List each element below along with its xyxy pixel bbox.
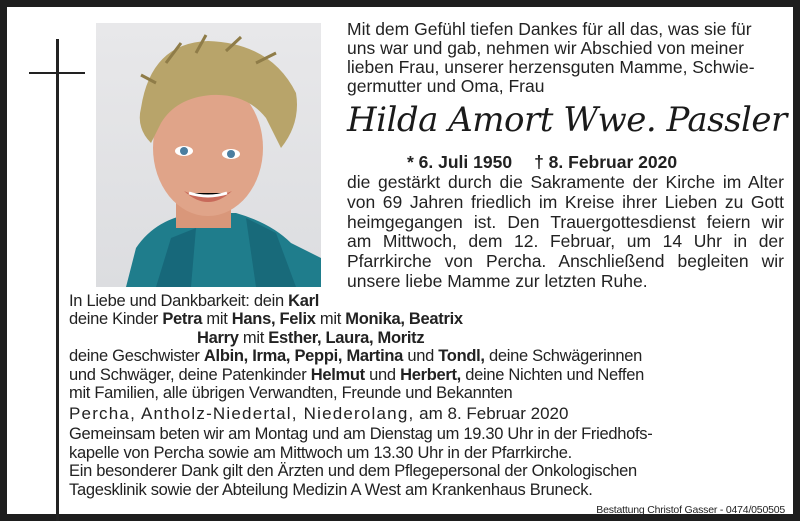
text: mit	[238, 328, 269, 347]
text: In Liebe und Dankbarkeit: dein	[69, 292, 289, 310]
text: mit	[315, 310, 346, 329]
family-line	[69, 329, 789, 347]
obituary-notice	[7, 7, 793, 514]
body-line: unsere liebe Mamme zur letzten Ruhe.	[347, 270, 648, 291]
closing-line: Ein besonderer Dank gilt den Ärzten und dem Pflegepersonal der Onkologischen	[69, 462, 637, 480]
undertaker-credit: Bestattung Christof Gasser - 0474/050505	[596, 504, 785, 516]
closing-line: kapelle von Percha sowie am Mittwoch um 13.30 Uhr in der Pfarrkirche.	[69, 443, 572, 462]
portrait-photo	[96, 23, 321, 287]
text: und	[403, 347, 439, 366]
body-line: von 69 Jahren friedlich im Kreise ihrer Lieben zu Gott	[347, 191, 784, 212]
place-locations: Percha, Antholz-Niedertal, Niederolang,	[69, 404, 415, 423]
family-line	[69, 366, 789, 384]
closing-text	[69, 425, 789, 499]
family-line	[69, 384, 789, 402]
text: deine Schwägerinnen	[484, 347, 642, 366]
name: Tondl,	[438, 347, 485, 366]
family-line	[69, 347, 789, 365]
text: und Schwäger, deine Patenkinder	[69, 365, 311, 384]
name: Monika, Beatrix	[345, 310, 463, 329]
name: Albin, Irma, Peppi, Martina	[203, 347, 404, 366]
cross-icon-bar	[29, 72, 85, 74]
name: Helmut	[310, 365, 365, 384]
text: deine Geschwister	[69, 347, 204, 366]
name: Harry	[197, 328, 239, 347]
intro-line: Mit dem Gefühl tiefen Dankes für all das, was sie für	[347, 19, 752, 39]
death-date: † 8. Februar 2020	[534, 152, 678, 172]
life-dates	[407, 152, 677, 172]
intro-line: uns war und gab, nehmen wir Abschied von meiner	[347, 38, 744, 58]
name: Herbert,	[400, 365, 461, 384]
family-list	[69, 292, 789, 402]
cross-icon	[56, 39, 59, 521]
name: Karl	[288, 292, 320, 310]
text: deine Nichten und Neffen	[460, 365, 644, 384]
body-line: die gestärkt durch die Sakramente der Kirche im Alter	[347, 172, 784, 192]
body-text	[347, 173, 784, 292]
family-line	[69, 310, 789, 328]
deceased-name: Hilda Amort Wwe. Passler	[347, 100, 787, 140]
closing-line: Gemeinsam beten wir am Montag und am Dienstag um 19.30 Uhr in der Friedhofs-	[69, 425, 653, 443]
closing-line: Tagesklinik sowie der Abteilung Medizin A West am Krankenhaus Bruneck.	[69, 480, 593, 499]
body-line: Pfarrkirche von Percha. Anschließend begleiten wir	[347, 251, 784, 272]
intro-line: lieben Frau, unserer herzensguten Mamme, Schwie-	[347, 57, 755, 77]
name: Hans, Felix	[231, 310, 316, 329]
text: mit Familien, alle übrigen Verwandten, Freunde und Bekannten	[69, 384, 513, 403]
place-date	[69, 404, 568, 424]
name: Petra	[162, 310, 203, 329]
intro-text	[347, 20, 789, 96]
notice-date: am 8. Februar 2020	[414, 404, 569, 423]
intro-line: germutter und Oma, Frau	[347, 76, 545, 96]
text: und	[364, 365, 401, 384]
body-line: heimgegangen ist. Den Trauergottesdienst feiern wir	[347, 211, 784, 232]
birth-date: * 6. Juli 1950	[407, 152, 513, 172]
text: deine Kinder	[69, 310, 163, 329]
name: Esther, Laura, Moritz	[268, 328, 425, 347]
text: mit	[202, 310, 232, 329]
body-line: am Mittwoch, dem 12. Februar, um 14 Uhr in der	[347, 231, 784, 252]
family-line	[69, 292, 789, 310]
